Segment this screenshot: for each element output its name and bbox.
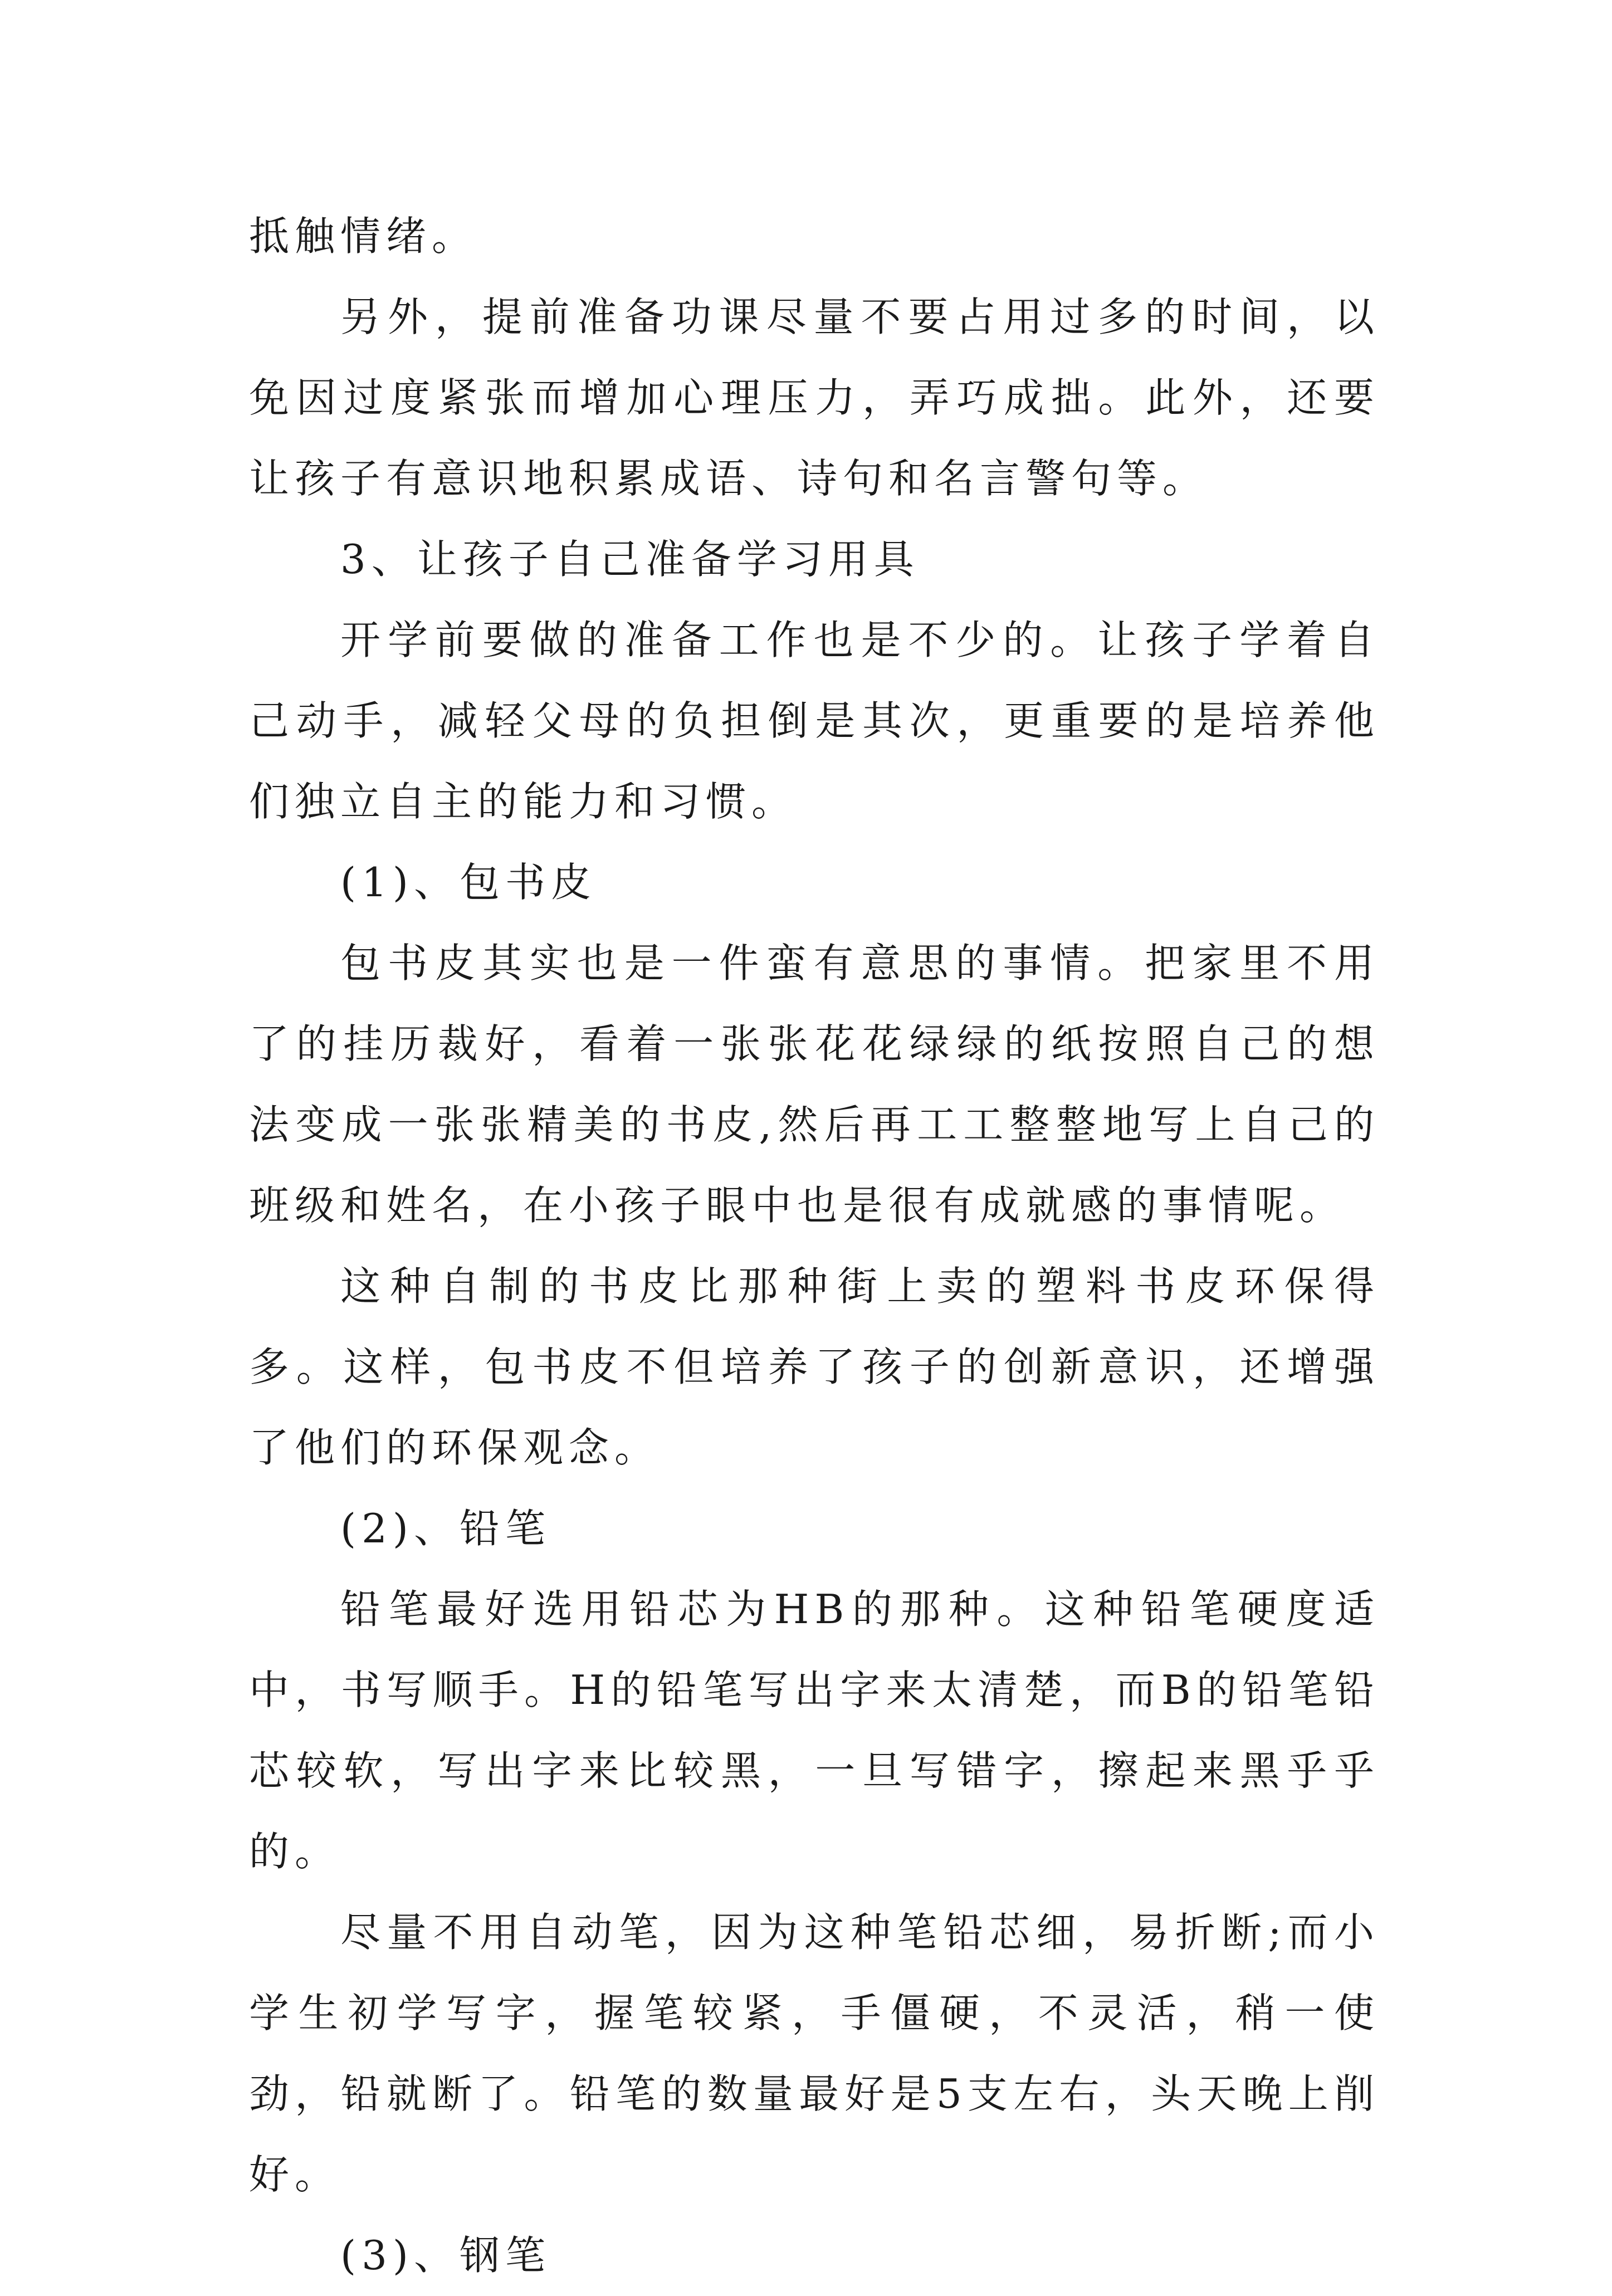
paragraph-7: 这种自制的书皮比那种街上卖的塑料书皮环保得多。这样，包书皮不但培养了孩子的创新意识，还增强了他们的环保观念。 [249,1263,1380,1471]
paragraph-6: 包书皮其实也是一件蛮有意思的事情。把家里不用了的挂历裁好，看着一张张花花绿绿的纸按照自己的想法变成一张张精美的书皮,然后再工工整整地写上自己的班级和姓名，在小孩子眼中也是很有成就感的事情呢。 [249,940,1380,1229]
paragraph-10: 尽量不用自动笔，因为这种笔铅芯细，易折断;而小学生初学写字，握笔较紧，手僵硬，不灵活，稍一使劲，铅就断了。铅笔的数量最好是5支左右，头天晚上削好。 [249,1909,1380,2198]
paragraph-1: 抵触情绪。 [249,213,478,260]
subheading-fountain-pen: (3)、钢笔 [340,2232,551,2279]
subheading-pencil: (2)、铅笔 [340,1505,551,1552]
subheading-book-cover: (1)、包书皮 [340,859,597,906]
paragraph-4: 开学前要做的准备工作也是不少的。让孩子学着自己动手，减轻父母的负担倒是其次，更重要的是培养他们独立自主的能力和习惯。 [249,617,1380,825]
paragraph-9: 铅笔最好选用铅芯为HB的那种。这种铅笔硬度适中，书写顺手。H的铅笔写出字来太清楚，而B的铅笔铅芯较软，写出字来比较黑，一旦写错字，擦起来黑乎乎的。 [249,1586,1380,1875]
paragraph-2: 另外，提前准备功课尽量不要占用过多的时间，以免因过度紧张而增加心理压力，弄巧成拙。此外，还要让孩子有意识地积累成语、诗句和名言警句等。 [249,294,1380,502]
document-body [249,196,1380,2296]
section-heading-3: 3、让孩子自己准备学习用具 [340,536,920,583]
